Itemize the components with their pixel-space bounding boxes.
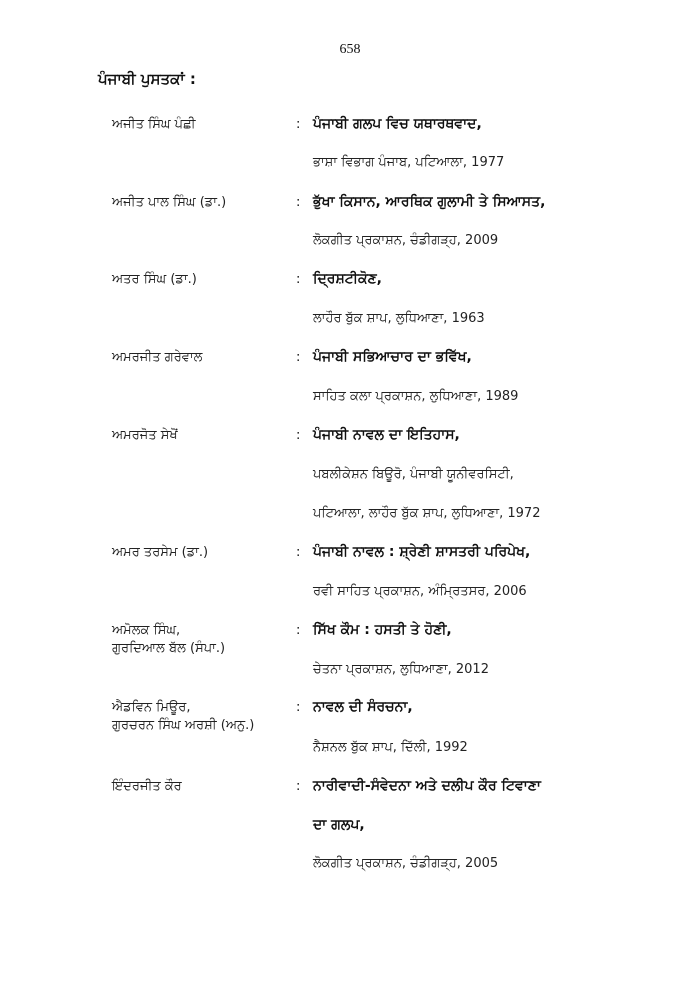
book-title: ਪੰਜਾਬੀ ਸਭਿਆਚਾਰ ਦਾ ਭਵਿੱਖ,	[313, 349, 472, 365]
publisher: ਲਾਹੌਰ ਬੁੱਕ ਸ਼ਾਪ, ਲੁਧਿਆਣਾ, 1963	[313, 311, 485, 326]
book-title: ਪੰਜਾਬੀ ਗਲਪ ਵਿਚ ਯਥਾਰਥਵਾਦ,	[313, 116, 482, 132]
book-title: ਸਿੱਖ ਕੌਮ : ਹਸਤੀ ਤੇ ਹੋਣੀ,	[313, 622, 452, 638]
publisher: ਪਬਲੀਕੇਸ਼ਨ ਬਿਊਰੋ, ਪੰਜਾਬੀ ਯੂਨੀਵਰਸਿਟੀ,	[313, 467, 514, 482]
publisher: ਸਾਹਿਤ ਕਲਾ ਪ੍ਰਕਾਸ਼ਨ, ਲੁਧਿਆਣਾ, 1989	[313, 389, 519, 404]
separator: :	[296, 779, 301, 794]
page-number: 658	[339, 42, 361, 57]
publisher: ਲੋਕਗੀਤ ਪ੍ਰਕਾਸ਼ਨ, ਚੰਡੀਗੜ੍ਹ, 2009	[313, 233, 499, 248]
book-title: ਪੰਜਾਬੀ ਨਾਵਲ ਦਾ ਇਤਿਹਾਸ,	[313, 427, 460, 443]
author: ਅਮੋਲਕ ਸਿੰਘ,	[112, 623, 181, 638]
publisher: ਚੇਤਨਾ ਪ੍ਰਕਾਸ਼ਨ, ਲੁਧਿਆਣਾ, 2012	[313, 662, 489, 677]
author: ਅਮਰ ਤਰਸੇਮ (ਡਾ.)	[112, 545, 209, 560]
publisher: ਨੈਸ਼ਨਲ ਬੁੱਕ ਸ਼ਾਪ, ਦਿੱਲੀ, 1992	[313, 740, 468, 755]
book-title: ਨਾਵਲ ਦੀ ਸੰਰਚਨਾ,	[313, 699, 413, 715]
author: ਗੁਰਚਰਨ ਸਿੰਘ ਅਰਸ਼ੀ (ਅਨੁ.)	[112, 718, 255, 733]
book-title: ਦਾ ਗਲਪ,	[313, 817, 365, 833]
separator: :	[296, 545, 301, 560]
separator: :	[296, 623, 301, 638]
author: ਅਮਰਜੀਤ ਗਰੇਵਾਲ	[112, 350, 203, 365]
separator: :	[296, 700, 301, 715]
author: ਗੁਰਦਿਆਲ ਬੱਲ (ਸੰਪਾ.)	[112, 641, 226, 656]
author: ਇੰਦਰਜੀਤ ਕੌਰ	[112, 779, 182, 794]
separator: :	[296, 117, 301, 132]
publisher: ਰਵੀ ਸਾਹਿਤ ਪ੍ਰਕਾਸ਼ਨ, ਅੰਮ੍ਰਿਤਸਰ, 2006	[313, 584, 527, 599]
publisher: ਪਟਿਆਲਾ, ਲਾਹੌਰ ਬੁੱਕ ਸ਼ਾਪ, ਲੁਧਿਆਣਾ, 1972	[313, 506, 541, 521]
author: ਐਡਵਿਨ ਮਿਊਰ,	[112, 700, 191, 715]
author: ਅਮਰਜੋਤ ਸੇਖੋਂ	[112, 428, 178, 443]
author: ਅਜੀਤ ਪਾਲ ਸਿੰਘ (ਡਾ.)	[112, 195, 227, 210]
book-title: ਨਾਰੀਵਾਦੀ-ਸੰਵੇਦਨਾ ਅਤੇ ਦਲੀਪ ਕੌਰ ਟਿਵਾਣਾ	[313, 778, 541, 794]
separator: :	[296, 428, 301, 443]
section-heading: ਪੰਜਾਬੀ ਪੁਸਤਕਾਂ :	[98, 70, 196, 88]
book-title: ਦ੍ਰਿਸ਼ਟੀਕੋਣ,	[313, 271, 382, 287]
separator: :	[296, 350, 301, 365]
book-title: ਪੰਜਾਬੀ ਨਾਵਲ : ਸ਼੍ਰੇਣੀ ਸ਼ਾਸਤਰੀ ਪਰਿਪੇਖ,	[313, 544, 531, 560]
publisher: ਭਾਸ਼ਾ ਵਿਭਾਗ ਪੰਜਾਬ, ਪਟਿਆਲਾ, 1977	[313, 155, 505, 170]
author: ਅਜੀਤ ਸਿੰਘ ਪੰਛੀ	[112, 117, 196, 132]
author: ਅਤਰ ਸਿੰਘ (ਡਾ.)	[112, 272, 197, 287]
separator: :	[296, 272, 301, 287]
publisher: ਲੋਕਗੀਤ ਪ੍ਰਕਾਸ਼ਨ, ਚੰਡੀਗੜ੍ਹ, 2005	[313, 856, 499, 871]
separator: :	[296, 195, 301, 210]
book-title: ਭੁੱਖਾ ਕਿਸਾਨ, ਆਰਥਿਕ ਗੁਲਾਮੀ ਤੇ ਸਿਆਸਤ,	[313, 194, 546, 210]
